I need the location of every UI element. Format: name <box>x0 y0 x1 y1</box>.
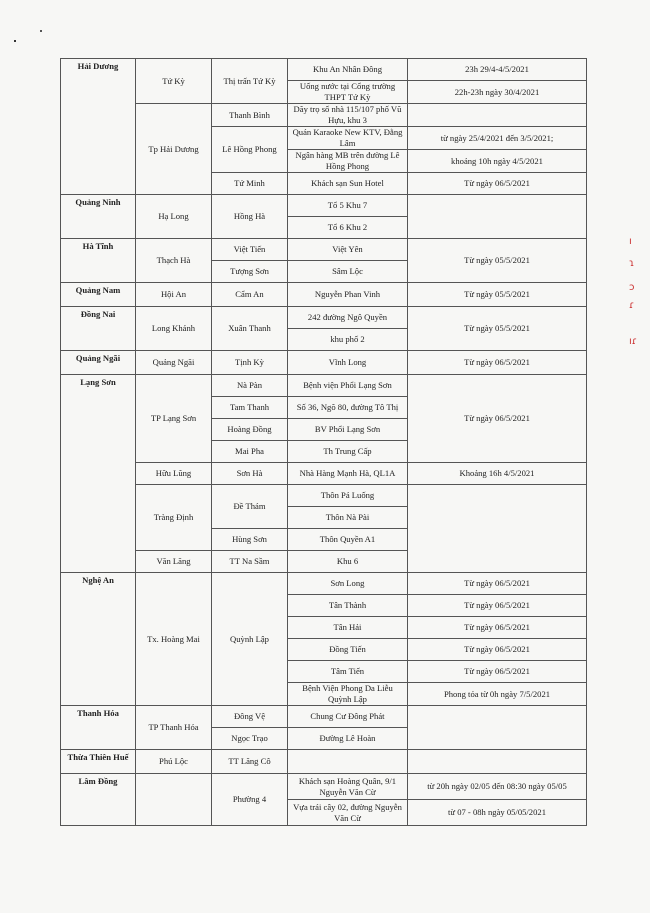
district-cell: Hội An <box>136 283 212 307</box>
location-cell: Số 36, Ngõ 80, đường Tô Thị <box>288 397 408 419</box>
edge-mark: ɿ <box>629 258 635 269</box>
time-cell: Từ ngày 06/5/2021 <box>408 617 587 639</box>
district-cell: Tx. Hoàng Mai <box>136 573 212 706</box>
district-cell: Thạch Hà <box>136 239 212 283</box>
time-cell: Khoảng 16h 4/5/2021 <box>408 463 587 485</box>
time-cell: 23h 29/4-4/5/2021 <box>408 59 587 81</box>
scan-speck <box>14 40 16 42</box>
province-cell: Lạng Sơn <box>61 375 136 573</box>
time-cell: Từ ngày 05/5/2021 <box>408 239 587 283</box>
table-row <box>61 195 587 217</box>
location-cell: Khách sạn Sun Hotel <box>288 173 408 195</box>
location-cell: Thôn Quyền A1 <box>288 529 408 551</box>
time-cell: Từ ngày 06/5/2021 <box>408 351 587 375</box>
location-cell: Quán Karaoke New KTV, Đằng Lâm <box>288 127 408 150</box>
outbreak-locations-table <box>60 58 587 826</box>
ward-cell: Mai Pha <box>212 441 288 463</box>
table-row <box>61 239 587 261</box>
ward-cell: Thị trấn Tứ Kỳ <box>212 59 288 104</box>
time-cell: từ 20h ngày 02/05 đến 08:30 ngày 05/05 <box>408 774 587 800</box>
table-row <box>61 307 587 329</box>
location-cell: khu phố 2 <box>288 329 408 351</box>
ward-cell: Tam Thanh <box>212 397 288 419</box>
scan-speck <box>40 30 42 32</box>
district-cell: Long Khánh <box>136 307 212 351</box>
location-cell: Khu 6 <box>288 551 408 573</box>
district-cell <box>136 774 212 826</box>
province-cell: Hải Dương <box>61 59 136 195</box>
table-row <box>61 283 587 307</box>
district-cell: TP Thanh Hóa <box>136 706 212 750</box>
time-cell <box>408 706 587 750</box>
province-cell: Quảng Ninh <box>61 195 136 239</box>
table-row <box>61 351 587 375</box>
district-cell: Quảng Ngãi <box>136 351 212 375</box>
ward-cell: Hồng Hà <box>212 195 288 239</box>
table-row <box>61 485 587 507</box>
time-cell: Từ ngày 06/5/2021 <box>408 595 587 617</box>
province-cell: Quảng Nam <box>61 283 136 307</box>
table-row <box>61 59 587 81</box>
location-cell: Sâm Lộc <box>288 261 408 283</box>
province-cell: Quảng Ngãi <box>61 351 136 375</box>
location-cell: Dãy trọ số nhà 115/107 phố Vũ Hựu, khu 3 <box>288 104 408 127</box>
location-cell <box>288 750 408 774</box>
location-cell: Khách sạn Hoàng Quân, 9/1 Nguyễn Văn Cừ <box>288 774 408 800</box>
district-cell: Văn Lãng <box>136 551 212 573</box>
ward-cell: Xuân Thanh <box>212 307 288 351</box>
ward-cell: Cẩm An <box>212 283 288 307</box>
table-row <box>61 573 587 595</box>
district-cell: Tp Hải Dương <box>136 104 212 195</box>
time-cell <box>408 485 587 573</box>
edge-mark: ı <box>629 236 632 247</box>
location-cell: Đường Lê Hoàn <box>288 728 408 750</box>
location-cell: Tâm Tiến <box>288 661 408 683</box>
province-cell: Đồng Nai <box>61 307 136 351</box>
time-cell <box>408 195 587 239</box>
district-cell: Hạ Long <box>136 195 212 239</box>
edge-mark: ıɾ <box>629 336 638 347</box>
province-cell: Thanh Hóa <box>61 706 136 750</box>
location-cell: Nhà Hàng Mạnh Hà, QL1A <box>288 463 408 485</box>
location-cell: Th Trung Cấp <box>288 441 408 463</box>
time-cell: Phong tỏa từ 0h ngày 7/5/2021 <box>408 683 587 706</box>
location-cell: Thôn Nà Pài <box>288 507 408 529</box>
table-row <box>61 774 587 800</box>
location-cell: Thôn Pá Luống <box>288 485 408 507</box>
table-row <box>61 750 587 774</box>
time-cell: Từ ngày 05/5/2021 <box>408 307 587 351</box>
edge-mark: ɾ <box>629 300 635 311</box>
location-cell: Tân Thành <box>288 595 408 617</box>
district-cell: Tràng Định <box>136 485 212 551</box>
time-cell: Từ ngày 06/5/2021 <box>408 661 587 683</box>
location-cell: Tổ 5 Khu 7 <box>288 195 408 217</box>
district-cell: TP Lạng Sơn <box>136 375 212 463</box>
table-row <box>61 104 587 127</box>
table-row <box>61 375 587 397</box>
location-cell: Bệnh Viện Phong Da Liễu Quỳnh Lập <box>288 683 408 706</box>
province-cell: Hà Tĩnh <box>61 239 136 283</box>
time-cell: Từ ngày 06/5/2021 <box>408 375 587 463</box>
location-cell: Đồng Tiến <box>288 639 408 661</box>
ward-cell: Quỳnh Lập <box>212 573 288 706</box>
ward-cell: Đông Vệ <box>212 706 288 728</box>
location-cell: Nguyễn Phan Vinh <box>288 283 408 307</box>
ward-cell: Lê Hồng Phong <box>212 127 288 173</box>
time-cell: Từ ngày 06/5/2021 <box>408 639 587 661</box>
ward-cell: Đề Thám <box>212 485 288 529</box>
province-cell: Nghệ An <box>61 573 136 706</box>
location-cell: Tân Hải <box>288 617 408 639</box>
ward-cell: Việt Tiến <box>212 239 288 261</box>
time-cell <box>408 750 587 774</box>
ward-cell: Phường 4 <box>212 774 288 826</box>
ward-cell: Tịnh Kỳ <box>212 351 288 375</box>
location-cell: Bệnh viện Phổi Lạng Sơn <box>288 375 408 397</box>
district-cell: Tứ Kỳ <box>136 59 212 104</box>
province-cell: Thừa Thiên Huế <box>61 750 136 774</box>
table-row <box>61 463 587 485</box>
ward-cell: Ngọc Trạo <box>212 728 288 750</box>
ward-cell: Hoàng Đồng <box>212 419 288 441</box>
location-cell: Sơn Long <box>288 573 408 595</box>
page-edge-marks <box>625 236 647 366</box>
location-cell: Ngân hàng MB trên đường Lê Hồng Phong <box>288 150 408 173</box>
district-cell: Phú Lộc <box>136 750 212 774</box>
location-cell: Vĩnh Long <box>288 351 408 375</box>
edge-mark: ɔ <box>629 282 635 293</box>
location-cell: Việt Yên <box>288 239 408 261</box>
time-cell: Từ ngày 06/5/2021 <box>408 173 587 195</box>
ward-cell: Tượng Sơn <box>212 261 288 283</box>
time-cell: Từ ngày 06/5/2021 <box>408 573 587 595</box>
time-cell <box>408 104 587 127</box>
ward-cell: Hùng Sơn <box>212 529 288 551</box>
time-cell: từ ngày 25/4/2021 đến 3/5/2021; <box>408 127 587 150</box>
province-cell: Lâm Đồng <box>61 774 136 826</box>
location-cell: Chung Cư Đông Phát <box>288 706 408 728</box>
ward-cell: TT Lăng Cô <box>212 750 288 774</box>
location-cell: BV Phổi Lạng Sơn <box>288 419 408 441</box>
location-cell: Vựa trái cây 02, đường Nguyễn Văn Cừ <box>288 800 408 826</box>
location-cell: Khu An Nhân Đông <box>288 59 408 81</box>
ward-cell: TT Na Sầm <box>212 551 288 573</box>
ward-cell: Thanh Bình <box>212 104 288 127</box>
location-cell: 242 đường Ngô Quyền <box>288 307 408 329</box>
district-cell: Hữu Lũng <box>136 463 212 485</box>
time-cell: khoảng 10h ngày 4/5/2021 <box>408 150 587 173</box>
ward-cell: Sơn Hà <box>212 463 288 485</box>
ward-cell: Nà Pàn <box>212 375 288 397</box>
location-cell: Tổ 6 Khu 2 <box>288 217 408 239</box>
table-row <box>61 706 587 728</box>
time-cell: Từ ngày 05/5/2021 <box>408 283 587 307</box>
time-cell: 22h-23h ngày 30/4/2021 <box>408 81 587 104</box>
time-cell: từ 07 - 08h ngày 05/05/2021 <box>408 800 587 826</box>
ward-cell: Tứ Minh <box>212 173 288 195</box>
location-cell: Uống nước tại Cổng trường THPT Tứ Kỳ <box>288 81 408 104</box>
